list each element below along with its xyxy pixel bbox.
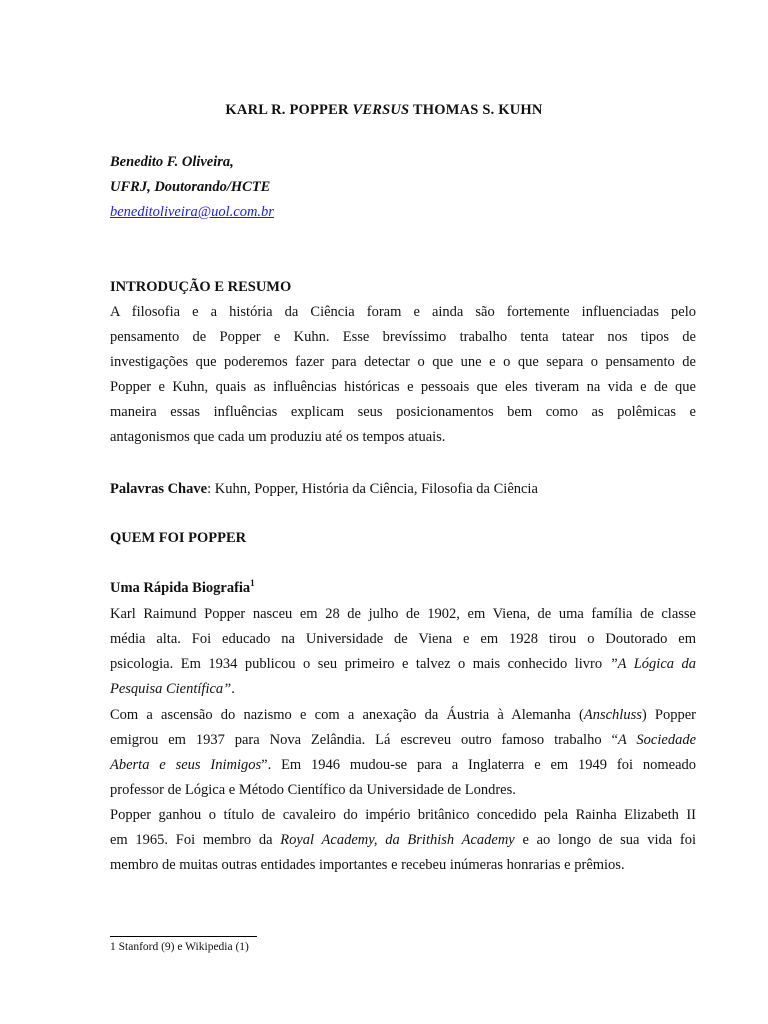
author-affiliation: UFRJ, Doutorando/HCTE bbox=[110, 179, 271, 195]
footnote-mark: 1 bbox=[250, 578, 255, 589]
author-email-link[interactable]: beneditoliveira@uol.com.br bbox=[110, 204, 274, 220]
bio-paragraph-2: Com a ascensão do nazismo e com a anexação da Áustria à Alemanha (Anschluss) Popper emigrou em 1937 para Nova Zelândia. Lá escreveu outro famoso trabalho “A Sociedade Aberta e seus Inimigos”. Em 1946 mudou-se para a Inglaterra e em 1949 foi nomeado professor de Lógica e Método Científico da Universidade de Londres. bbox=[110, 707, 697, 799]
intro-heading: INTRODUÇÃO E RESUMO bbox=[110, 279, 292, 295]
bio-paragraph-3: Popper ganhou o título de cavaleiro do império britânico concedido pela Rainha Elizabeth II em 1965. Foi membro da Royal Academy, da Brithish Academy e ao longo de sua vida foi membro de muitas outras entidades importantes e recebeu inúmeras honrarias e prêmios. bbox=[110, 807, 696, 874]
author-name: Benedito F. Oliveira, bbox=[110, 154, 234, 170]
section-heading: QUEM FOI POPPER bbox=[110, 530, 247, 546]
bio-paragraph-1: Karl Raimund Popper nasceu em 28 de julho de 1902, em Viena, de uma família de classe média alta. Foi educado na Universidade de Viena e em 1928 tirou o Doutorado em psicologia. Em 1934 publicou o seu primeiro e talvez o mais conhecido livro ”A Lógica da Pesquisa Científica”. bbox=[110, 606, 696, 698]
document-title: KARL R. POPPER VERSUS THOMAS S. KUHN bbox=[225, 102, 543, 118]
keywords: Palavras Chave: Kuhn, Popper, História da Ciência, Filosofia da Ciência bbox=[110, 481, 538, 497]
footnote: 1 Stanford (9) e Wikipedia (1) bbox=[110, 941, 249, 953]
footnote-divider bbox=[110, 936, 257, 937]
intro-paragraph: A filosofia e a história da Ciência foram e ainda são fortemente influenciadas pelo pensamento de Popper e Kuhn. Esse brevíssimo trabalho tenta tatear nos tipos de investigações que poderemos fazer para detectar o que une e o que separa o pensamento de Popper e Kuhn, quais as influências históricas e pessoais que eles tiveram na vida e de que maneira essas influências explicam seus posicionamentos bem como as polêmicas e antagonismos que cada um produziu até os tempos atuais. bbox=[110, 304, 696, 446]
bio-heading: Uma Rápida Biografia$^1$ bbox=[110, 578, 255, 596]
